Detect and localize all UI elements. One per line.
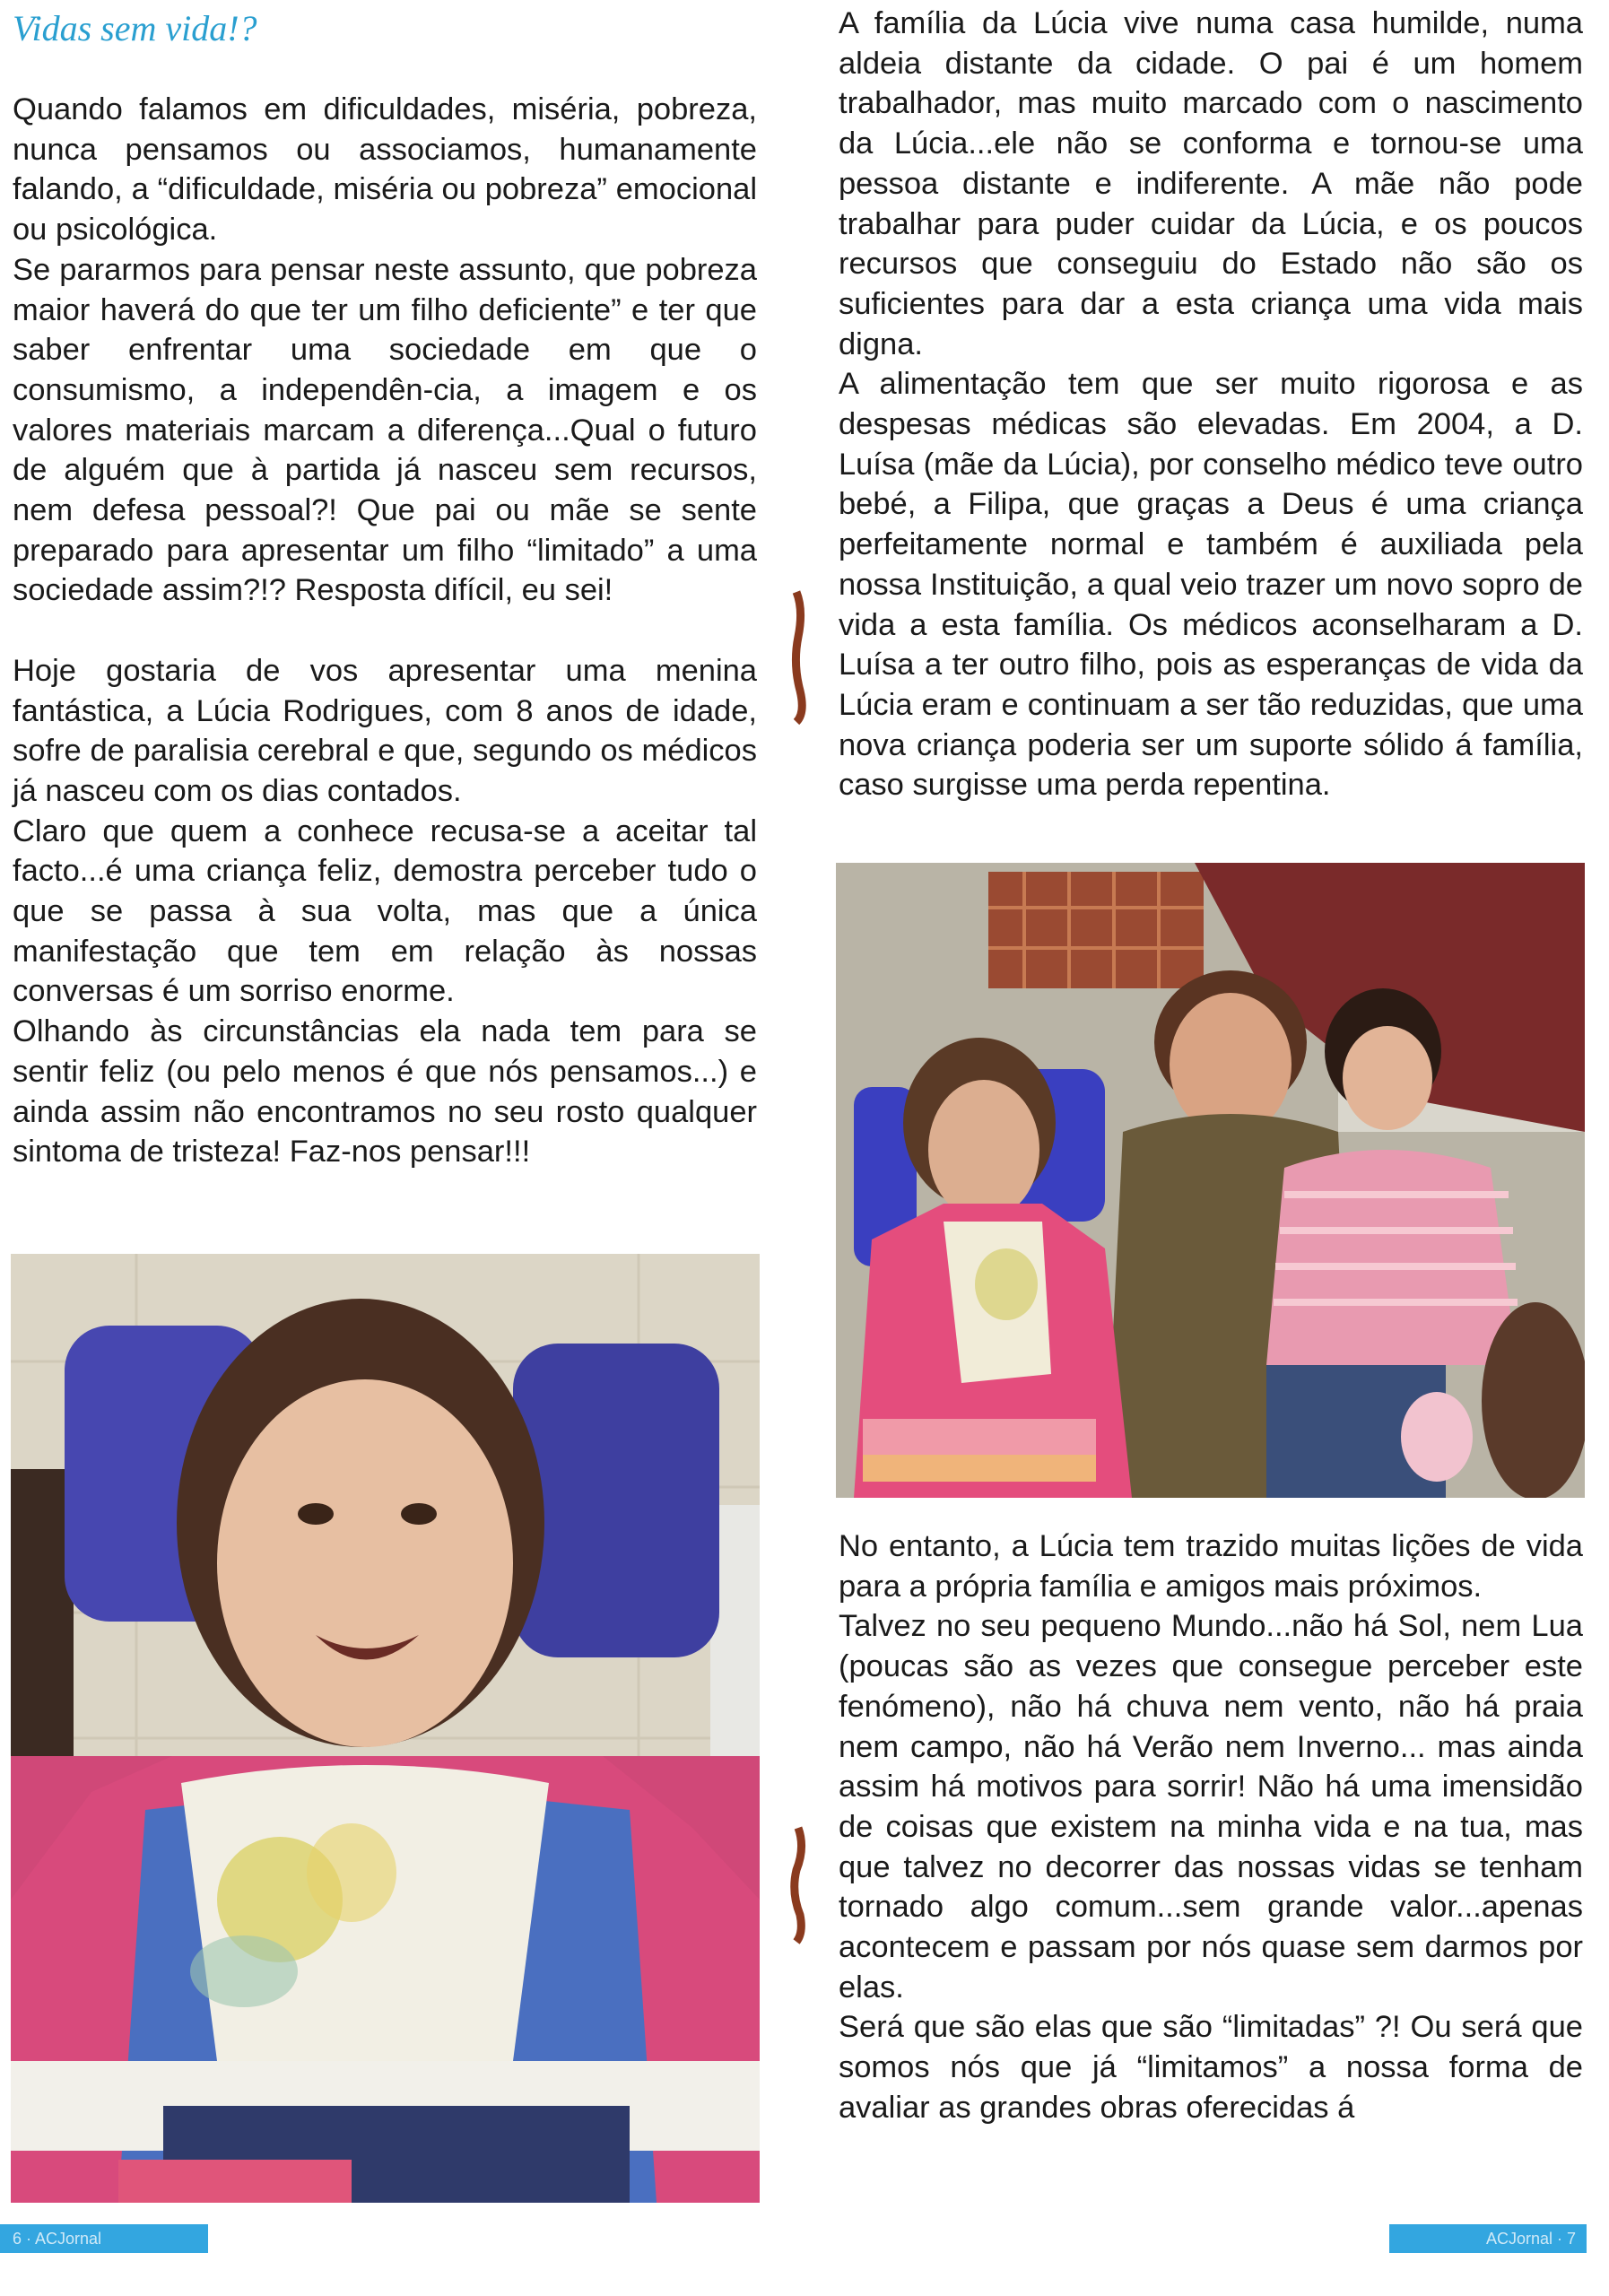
- paragraph: Olhando às circunstâncias ela nada tem para se sentir feliz (ou pelo menos é que nós pensamos...) e ainda assim não encontramos no seu rosto qualquer sintoma de tristeza! Faz-nos pensar!!!: [13, 1014, 757, 1170]
- paragraph: Se pararmos para pensar neste assunto, que pobreza maior haverá do que ter um filho deficiente” e ter que saber enfrentar uma sociedade em que o consumismo, a independên-cia, a imagem e os valores materiais marcam a diferença...Qual o futuro de alguém que à partida já nasceu sem recursos, nem defesa pessoal?! Que pai ou mãe se sente preparado para apresentar um filho “limitado” a uma sociedade assim?!? Resposta difícil, eu sei!: [13, 252, 757, 608]
- paragraph: No entanto, a Lúcia tem trazido muitas lições de vida para a própria família e amigos mais próximos.: [839, 1529, 1583, 1604]
- footer-page-right: ACJornal · 7: [1389, 2224, 1587, 2253]
- article-title: Vidas sem vida!?: [13, 8, 257, 48]
- paragraph: Será que são elas que são “limitadas” ?! Ou será que somos nós que já “limitamos” a nossa forma de avaliar as grandes obras oferecidas á: [839, 2010, 1583, 2125]
- paragraph: Quando falamos em dificuldades, miséria, pobreza, nunca pensamos ou associamos, humanamente falando, a “dificuldade, miséria ou pobreza” emocional ou psicológica.: [13, 92, 757, 248]
- staple-stain-top: [780, 583, 816, 726]
- paragraph: A família da Lúcia vive numa casa humilde, numa aldeia distante da cidade. O pai é um homem trabalhador, mas muito marcado com o nascimento da Lúcia...ele não se conforma e tornou-se uma pessoa distante e indiferente. A mãe não pode trabalhar para puder cuidar da Lúcia, e os poucos recursos que conseguiu do Estado não são os suficientes para dar a esta criança uma vida mais digna.: [839, 6, 1583, 361]
- paragraph: A alimentação tem que ser muito rigorosa e as despesas médicas são elevadas. Em 2004, a D. Luísa (mãe da Lúcia), por conselho médico teve outro bebé, a Filipa, que graças a Deus é uma criança perfeitamente normal e também é auxiliada pela nossa Instituição, a qual veio trazer um novo sopro de vida a esta família. Os médicos aconselharam a D. Luísa a ter outro filho, pois as esperanças de vida da Lúcia eram e continuam a ser tão reduzidas, que uma nova criança poderia ser um suporte sólido á família, caso surgisse uma perda repentina.: [839, 367, 1583, 803]
- footer-page-left: 6 · ACJornal: [0, 2224, 208, 2253]
- paragraph: Claro que quem a conhece recusa-se a aceitar tal facto...é uma criança feliz, demostra perceber tudo o que se passa à sua volta, mas que a única manifestação que tem em relação às nossas conversas é um sorriso enorme.: [13, 813, 757, 1009]
- photo-girl-in-wheelchair: [11, 1254, 760, 2203]
- staple-stain-bottom: [780, 1821, 816, 1946]
- photo-family-group: [836, 863, 1585, 1498]
- article-column-left: [13, 90, 757, 1172]
- paragraph: Talvez no seu pequeno Mundo...não há Sol, nem Lua (poucas são as vezes que consegue perceber este fenómeno), não há chuva nem vento, não há praia nem campo, não há Verão nem Inverno... mas ainda assim há motivos para sorrir! Não há uma imensidão de coisas que existem na minha vida e na tua, mas que talvez no decorrer das nossas vidas se tenham tornado algo comum...sem grande valor...apenas acontecem e passam por nós quase sem darmos por elas.: [839, 1609, 1583, 2005]
- article-column-right-bottom: [839, 1526, 1583, 2128]
- paragraph: Hoje gostaria de vos apresentar uma menina fantástica, a Lúcia Rodrigues, com 8 anos de idade, sofre de paralisia cerebral e que, segundo os médicos já nasceu com os dias contados.: [13, 653, 757, 808]
- article-column-right-top: [839, 4, 1583, 805]
